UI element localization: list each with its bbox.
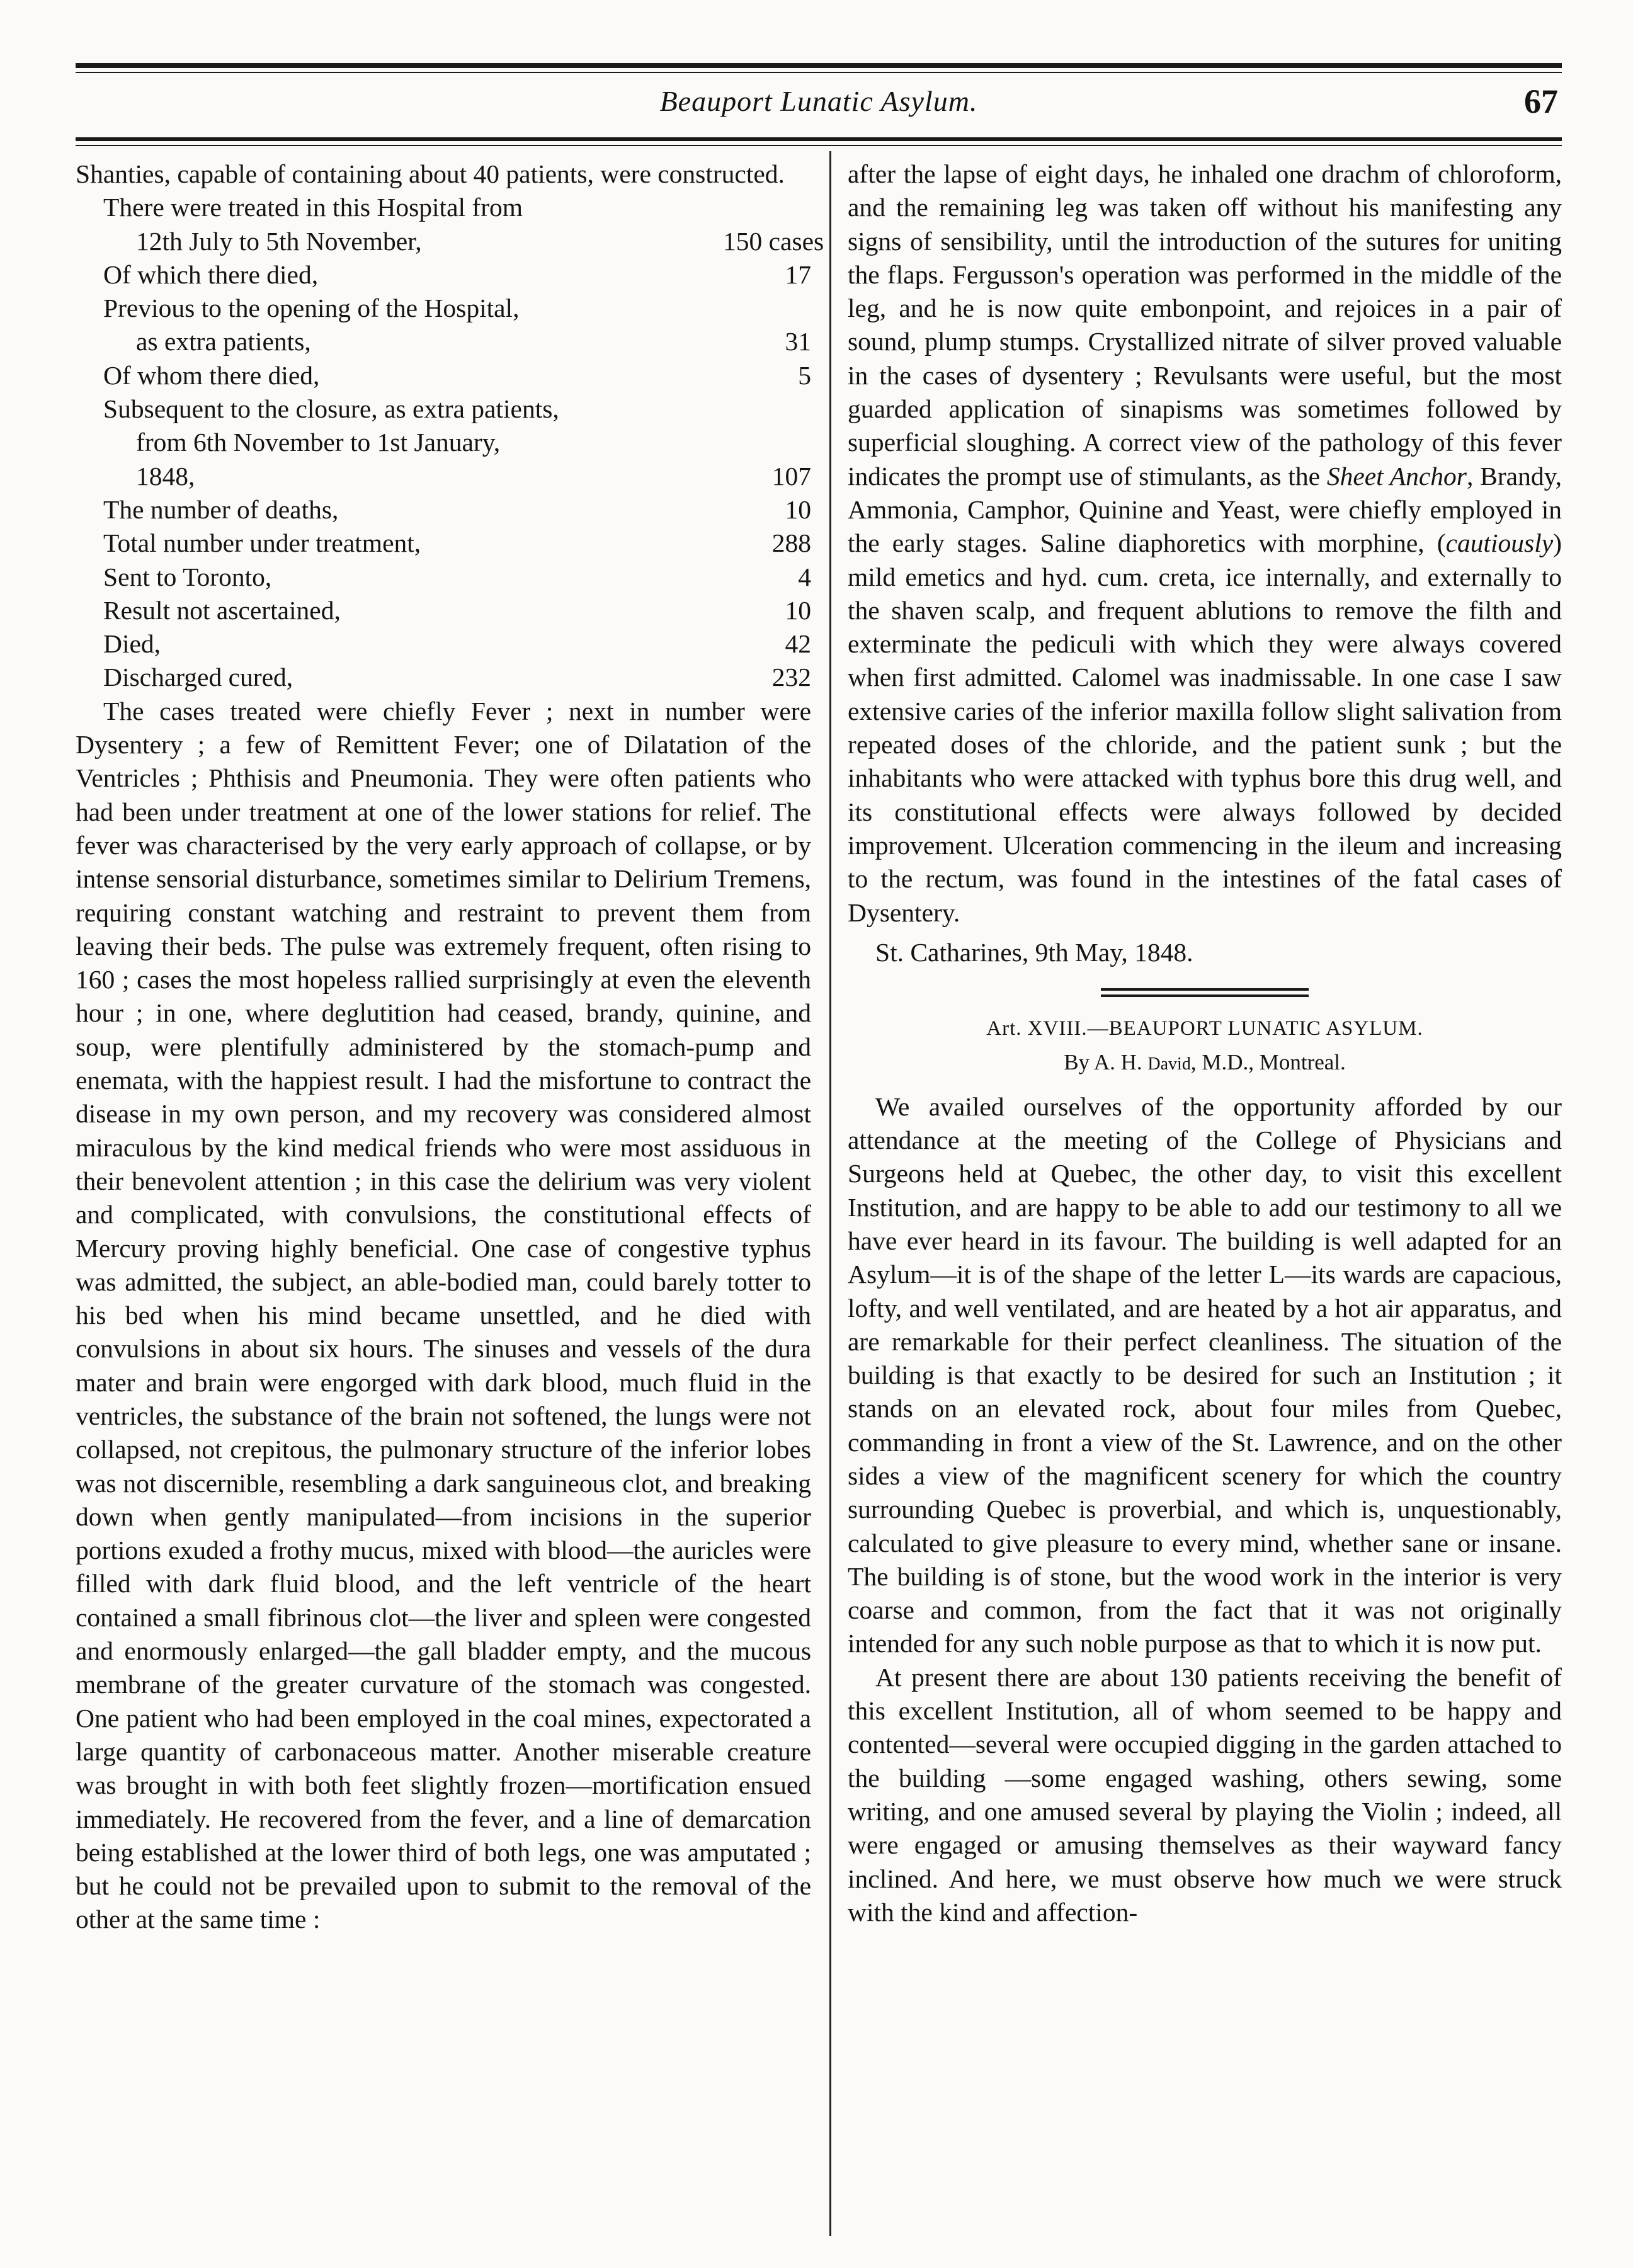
- stats-value: 42: [785, 629, 811, 659]
- paragraph-cases-treated: The cases treated were chiefly Fever ; next in number were Dysentery ; a few of Remittent Fever; one of Dilatation of the Ventricles ; Phthisis and Pneumonia. They were often patients who had been under treatment at one of the lower stations for relief. The fever was characterised by the very early approach of collapse, or by intense sensorial disturbance, sometimes similar to Delirium Tremens, requiring constant watching and restraint to prevent them from leaving their beds. The pulse was extremely frequent, often rising to 160 ; cases the most hopeless rallied surprisingly at even the eleventh hour ; in one, where deglutition had ceased, brandy, quinine, and soup, were plentifully administered by the stomach-pump and enemata, with the happiest result. I had the misfortune to contract the disease in my own person, and my recovery was considered almost miraculous by the kind medical friends who were most assiduous in their benevolent attention ; in this case the delirium was very violent and complicated, with convulsions, the constitutional effects of Mercury proving highly beneficial. One case of congestive typhus was admitted, the subject, an able-bodied man, could barely totter to his bed when his mind became unsettled, and he died with convulsions in about six hours. The sinuses and vessels of the dura mater and brain were engorged with dark blood, much fluid in the ventricles, the substance of the brain not softened, the lungs were not collapsed, not crepitous, the pulmonary structure of the inferior lobes was not discernible, resembling a dark sanguineous clot, and breaking down when gently manipulated—from incisions in the superior portions exuded a frothy mucus, mixed with blood—the auricles were filled with dark fluid blood, and the left ventricle of the heart contained a small fibrinous clot—the liver and spleen were congested and enormously enlarged—the gall bladder empty, and the mucous membrane of the greater curvature of the stomach was congested. One patient who had been employed in the coal mines, expectorated a large quantity of carbonaceous matter. Another miserable creature was brought in with both feet slightly frozen—mortification ensued immediately. He recovered from the fever, and a line of demarcation being established at the lower third of both legs, one was amputated ; but he could not be prevailed upon to submit to the removal of the other at the same time :: [76, 696, 811, 1934]
- stats-value: 232: [771, 663, 811, 692]
- paragraph-continuation: [848, 157, 1562, 930]
- emphasis-cautiously: cautiously: [1445, 528, 1554, 558]
- header-rule-bottom-thin: [76, 145, 1562, 146]
- stats-row: [76, 493, 811, 527]
- header-rule-thin: [76, 72, 1562, 73]
- dateline: St. Catharines, 9th May, 1848.: [875, 937, 1193, 967]
- byline-author: David: [1147, 1054, 1191, 1074]
- stats-row: [76, 627, 811, 661]
- byline-prefix: By A. H.: [1064, 1050, 1148, 1075]
- stats-intro: There were treated in this Hospital from: [103, 193, 523, 222]
- running-header: [76, 82, 1562, 132]
- stats-label: Died,: [103, 629, 161, 659]
- stats-value: [723, 426, 811, 459]
- emphasis-sheet-anchor: Sheet Anchor: [1326, 461, 1467, 491]
- right-column: [848, 157, 1562, 1929]
- header-rule-thick: [76, 63, 1562, 68]
- text-run: after the lapse of eight days, he inhaled one drachm of chloroform, and the remaining leg was taken off without his manifesting any signs of sensibility, until the introduction of the sutures for uniting the flaps. Fergusson's operation was performed in the middle of the leg, and he is now quite embonpoint, and rejoices in a pair of sound, plump stumps. Crystallized nitrate of silver proved valuable in the cases of dysentery ; Revulsants were useful, but the most guarded application of sinapisms was sometimes followed by superficial sloughing. A correct view of the pathology of this fever indicates the prompt use of stimulants, as the: [848, 159, 1562, 491]
- stats-value: 150 cases: [723, 226, 824, 256]
- article-number: Art. XVIII.—: [986, 1017, 1109, 1040]
- stats-label: Of whom there died,: [103, 360, 320, 390]
- stats-row: [76, 225, 824, 258]
- stats-value: 4: [798, 562, 811, 591]
- paragraph-visit: We availed ourselves of the opportunity afforded by our attendance at the meeting of the College of Physicians and Surgeons held at Quebec, the other day, to visit this excellent Institution, and are happy to be able to add our testimony to all we have ever heard in its favour. The building is well adapted for an Asylum—it is of the shape of the letter L—its wards are capacious, lofty, and well ventilated, and are heated by a hot air apparatus, and are remarkable for their perfect cleanliness. The situation of the building is that exactly to be desired for such an Institution ; it stands on an elevated rock, about four miles from Quebec, commanding in front a view of the St. Lawrence, and on the other sides a view of the magnificent scenery for which the country surrounding Quebec is proverbial, and which is, unquestionably, calculated to give pleasure to every mind, whether sane or insane. The building is of stone, but the wood work in the interior is very coarse and common, from the fact that it was not originally intended for any such noble purpose as that to which it is now put.: [848, 1091, 1562, 1658]
- article-separator: [1101, 988, 1309, 997]
- text-run: , Brandy, Ammonia, Camphor, Quinine and Yeast, were chiefly employed in the early stages. Saline diaphoretics with morphine, (: [848, 461, 1562, 558]
- running-title: Beauport Lunatic Asylum.: [659, 85, 978, 117]
- stats-value: [723, 392, 811, 426]
- stats-value: 288: [771, 528, 811, 558]
- stats-label: Discharged cured,: [103, 663, 293, 692]
- stats-value: 17: [785, 259, 811, 289]
- stats-row: [76, 561, 811, 594]
- stats-label: Previous to the opening of the Hospital,: [103, 293, 520, 323]
- stats-value: [723, 292, 811, 325]
- stats-row: [76, 292, 811, 325]
- stats-row: [76, 527, 811, 560]
- stats-row: [76, 392, 811, 426]
- stats-label: Sent to Toronto,: [103, 562, 272, 591]
- stats-value: 5: [798, 360, 811, 390]
- page: [76, 57, 1562, 2242]
- stats-label: Subsequent to the closure, as extra patients,: [103, 394, 559, 424]
- stats-row: [76, 594, 811, 627]
- paragraph-shanties: Shanties, capable of containing about 40 patients, were constructed.: [76, 159, 785, 188]
- stats-label: as extra patients,: [136, 327, 311, 356]
- article-title: BEAUPORT LUNATIC ASYLUM.: [1108, 1017, 1423, 1040]
- stats-row: [76, 359, 811, 392]
- stats-value: 10: [785, 494, 811, 524]
- stats-label: from 6th November to 1st January,: [136, 428, 501, 457]
- left-column: [76, 157, 824, 1937]
- article-byline: [848, 1046, 1562, 1081]
- byline-suffix: , M.D., Montreal.: [1190, 1050, 1346, 1075]
- article-heading: [848, 1010, 1562, 1046]
- text-run: ) mild emetics and hyd. cum. creta, ice internally, and externally to the shaven scalp, and frequent ablutions to remove the filth and exterminate the pediculi with which they were always covered when first admitted. Calomel was inadmissable. In one case I saw extensive caries of the inferior maxilla follow slight salivation from repeated doses of the chloride, and the patient sunk ; but the inhabitants who were attacked with typhus bore this drug well, and its constitutional effects were always followed by decided improvement. Ulceration commencing in the ileum and increasing to the rectum, was found in the intestines of the fatal cases of Dysentery.: [848, 528, 1562, 927]
- stats-row: [76, 661, 811, 694]
- stats-row: [76, 258, 811, 292]
- stats-row: [76, 426, 811, 459]
- stats-value: 31: [785, 327, 811, 356]
- paragraph-patients: At present there are about 130 patients receiving the benefit of this excellent Institution, all of whom seemed to be happy and contented—several were occupied digging in the garden attached to the building —some engaged washing, others sewing, some writing, and one amused several by playing the Violin ; indeed, all were engaged or amusing themselves as their wayward fancy inclined. And here, we must observe how much we were struck with the kind and affection-: [848, 1662, 1562, 1927]
- stats-value: 107: [771, 461, 811, 491]
- stats-row: [76, 325, 811, 358]
- stats-row: [76, 460, 811, 493]
- stats-label: Total number under treatment,: [103, 528, 421, 558]
- header-rule-bottom: [76, 137, 1562, 141]
- stats-label: 12th July to 5th November,: [136, 226, 422, 256]
- hospital-statistics: [76, 225, 824, 695]
- stats-label: Of which there died,: [103, 259, 319, 289]
- stats-value: 10: [785, 595, 811, 625]
- page-number: 67: [1524, 83, 1558, 120]
- stats-label: Result not ascertained,: [103, 595, 341, 625]
- stats-label: 1848,: [136, 461, 195, 491]
- stats-label: The number of deaths,: [103, 494, 339, 524]
- column-divider: [829, 151, 831, 2236]
